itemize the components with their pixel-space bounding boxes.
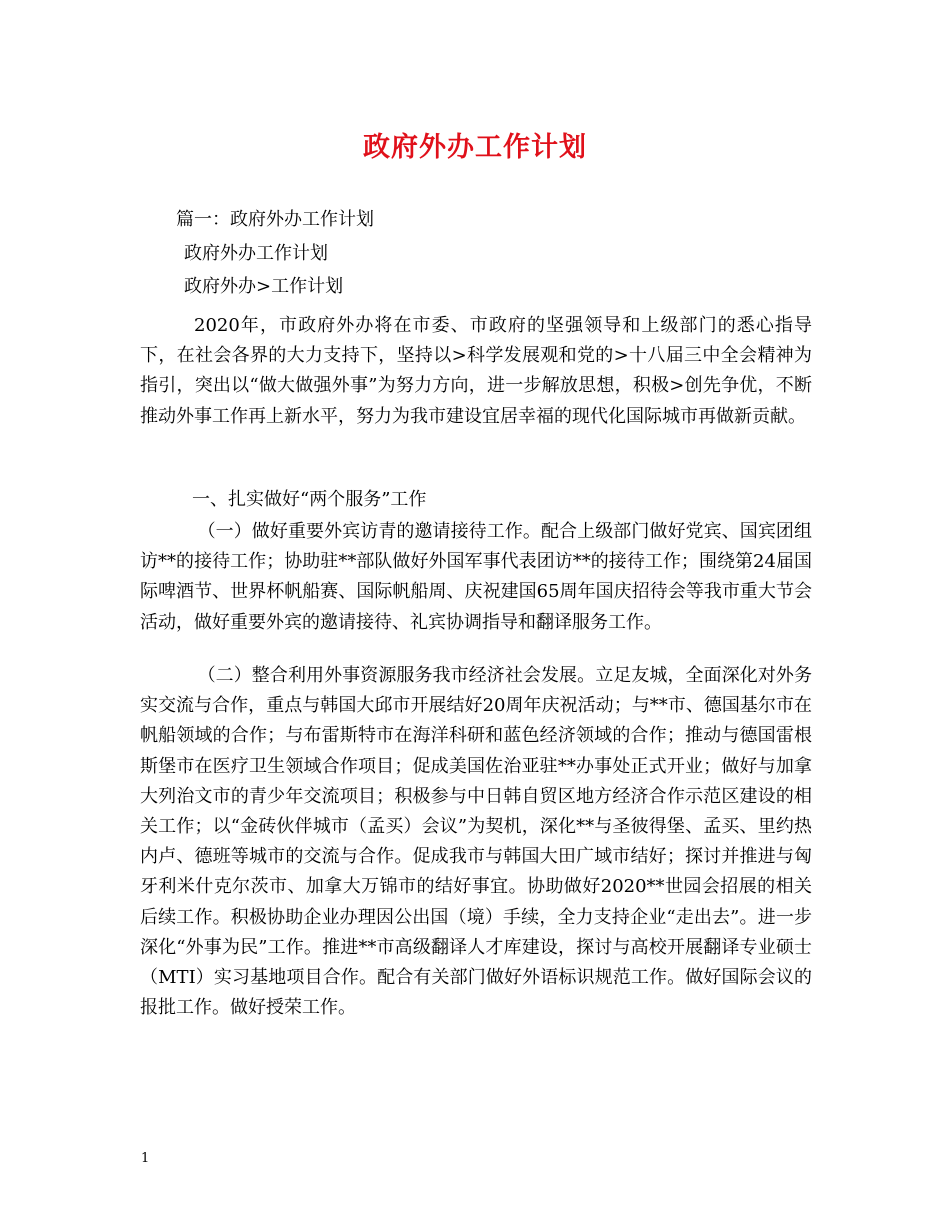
subheading-plan: 政府外办工作计划 — [184, 243, 328, 264]
intro-paragraph: 2020年，市政府外办将在市委、市政府的坚强领导和上级部门的悉心指导下，在社会各界的大力支持下，坚持以>科学发展观和党的>十八届三中全会精神为指引，突出以“做大做强外事”为努力方向，进一步解放思想，积极>创先争优，不断推动外事工作再上新水平，努力为我市建设宜居幸福的现代化国际城市再做新贡献。 — [140, 315, 812, 427]
subsection-paragraph-1: （一）做好重要外宾访青的邀请接待工作。配合上级部门做好党宾、国宾团组访**的接待工作；协助驻**部队做好外国军事代表团访**的接待工作；围绕第24届国际啤酒节、世界杯帆船赛、国际帆船周、庆祝建国65周年国庆招待会等我市重大节会活动，做好重要外宾的邀请接待、礼宾协调指导和翻译服务工作。 — [140, 521, 812, 633]
document-title: 政府外办工作计划 — [363, 132, 587, 163]
subsection-paragraph-2: （二）整合利用外事资源服务我市经济社会发展。立足友城，全面深化对外务实交流与合作，重点与韩国大邱市开展结好20周年庆祝活动；与**市、德国基尔市在帆船领域的合作；与布雷斯特市在海洋科研和蓝色经济领域的合作；推动与德国雷根斯堡市在医疗卫生领域合作项目；促成美国佐治亚驻**办事处正式开业；做好与加拿大列治文市的青少年交流项目；积极参与中日韩自贸区地方经济合作示范区建设的相关工作；以“金砖伙伴城市（孟买）会议”为契机，深化**与圣彼得堡、孟买、里约热内卢、德班等城市的交流与合作。促成我市与韩国大田广域市结好；探讨并推进与匈牙利米什克尔茨市、加拿大万锦市的结好事宜。协助做好2020**世园会招展的相关后续工作。积极协助企业办理因公出国（境）手续，全力支持企业“走出去”。进一步深化“外事为民”工作。推进**市高级翻译人才库建设，探讨与高校开展翻译专业硕士（MTI）实习基地项目合作。配合有关部门做好外语标识规范工作。做好国际会议的报批工作。做好授荣工作。 — [140, 665, 812, 1019]
section-heading-1: 一、扎实做好“两个服务”工作 — [192, 489, 427, 510]
subheading-plan-link: 政府外办>工作计划 — [184, 276, 344, 297]
part-heading: 篇一：政府外办工作计划 — [176, 209, 374, 230]
page-number: 1 — [141, 1151, 150, 1166]
